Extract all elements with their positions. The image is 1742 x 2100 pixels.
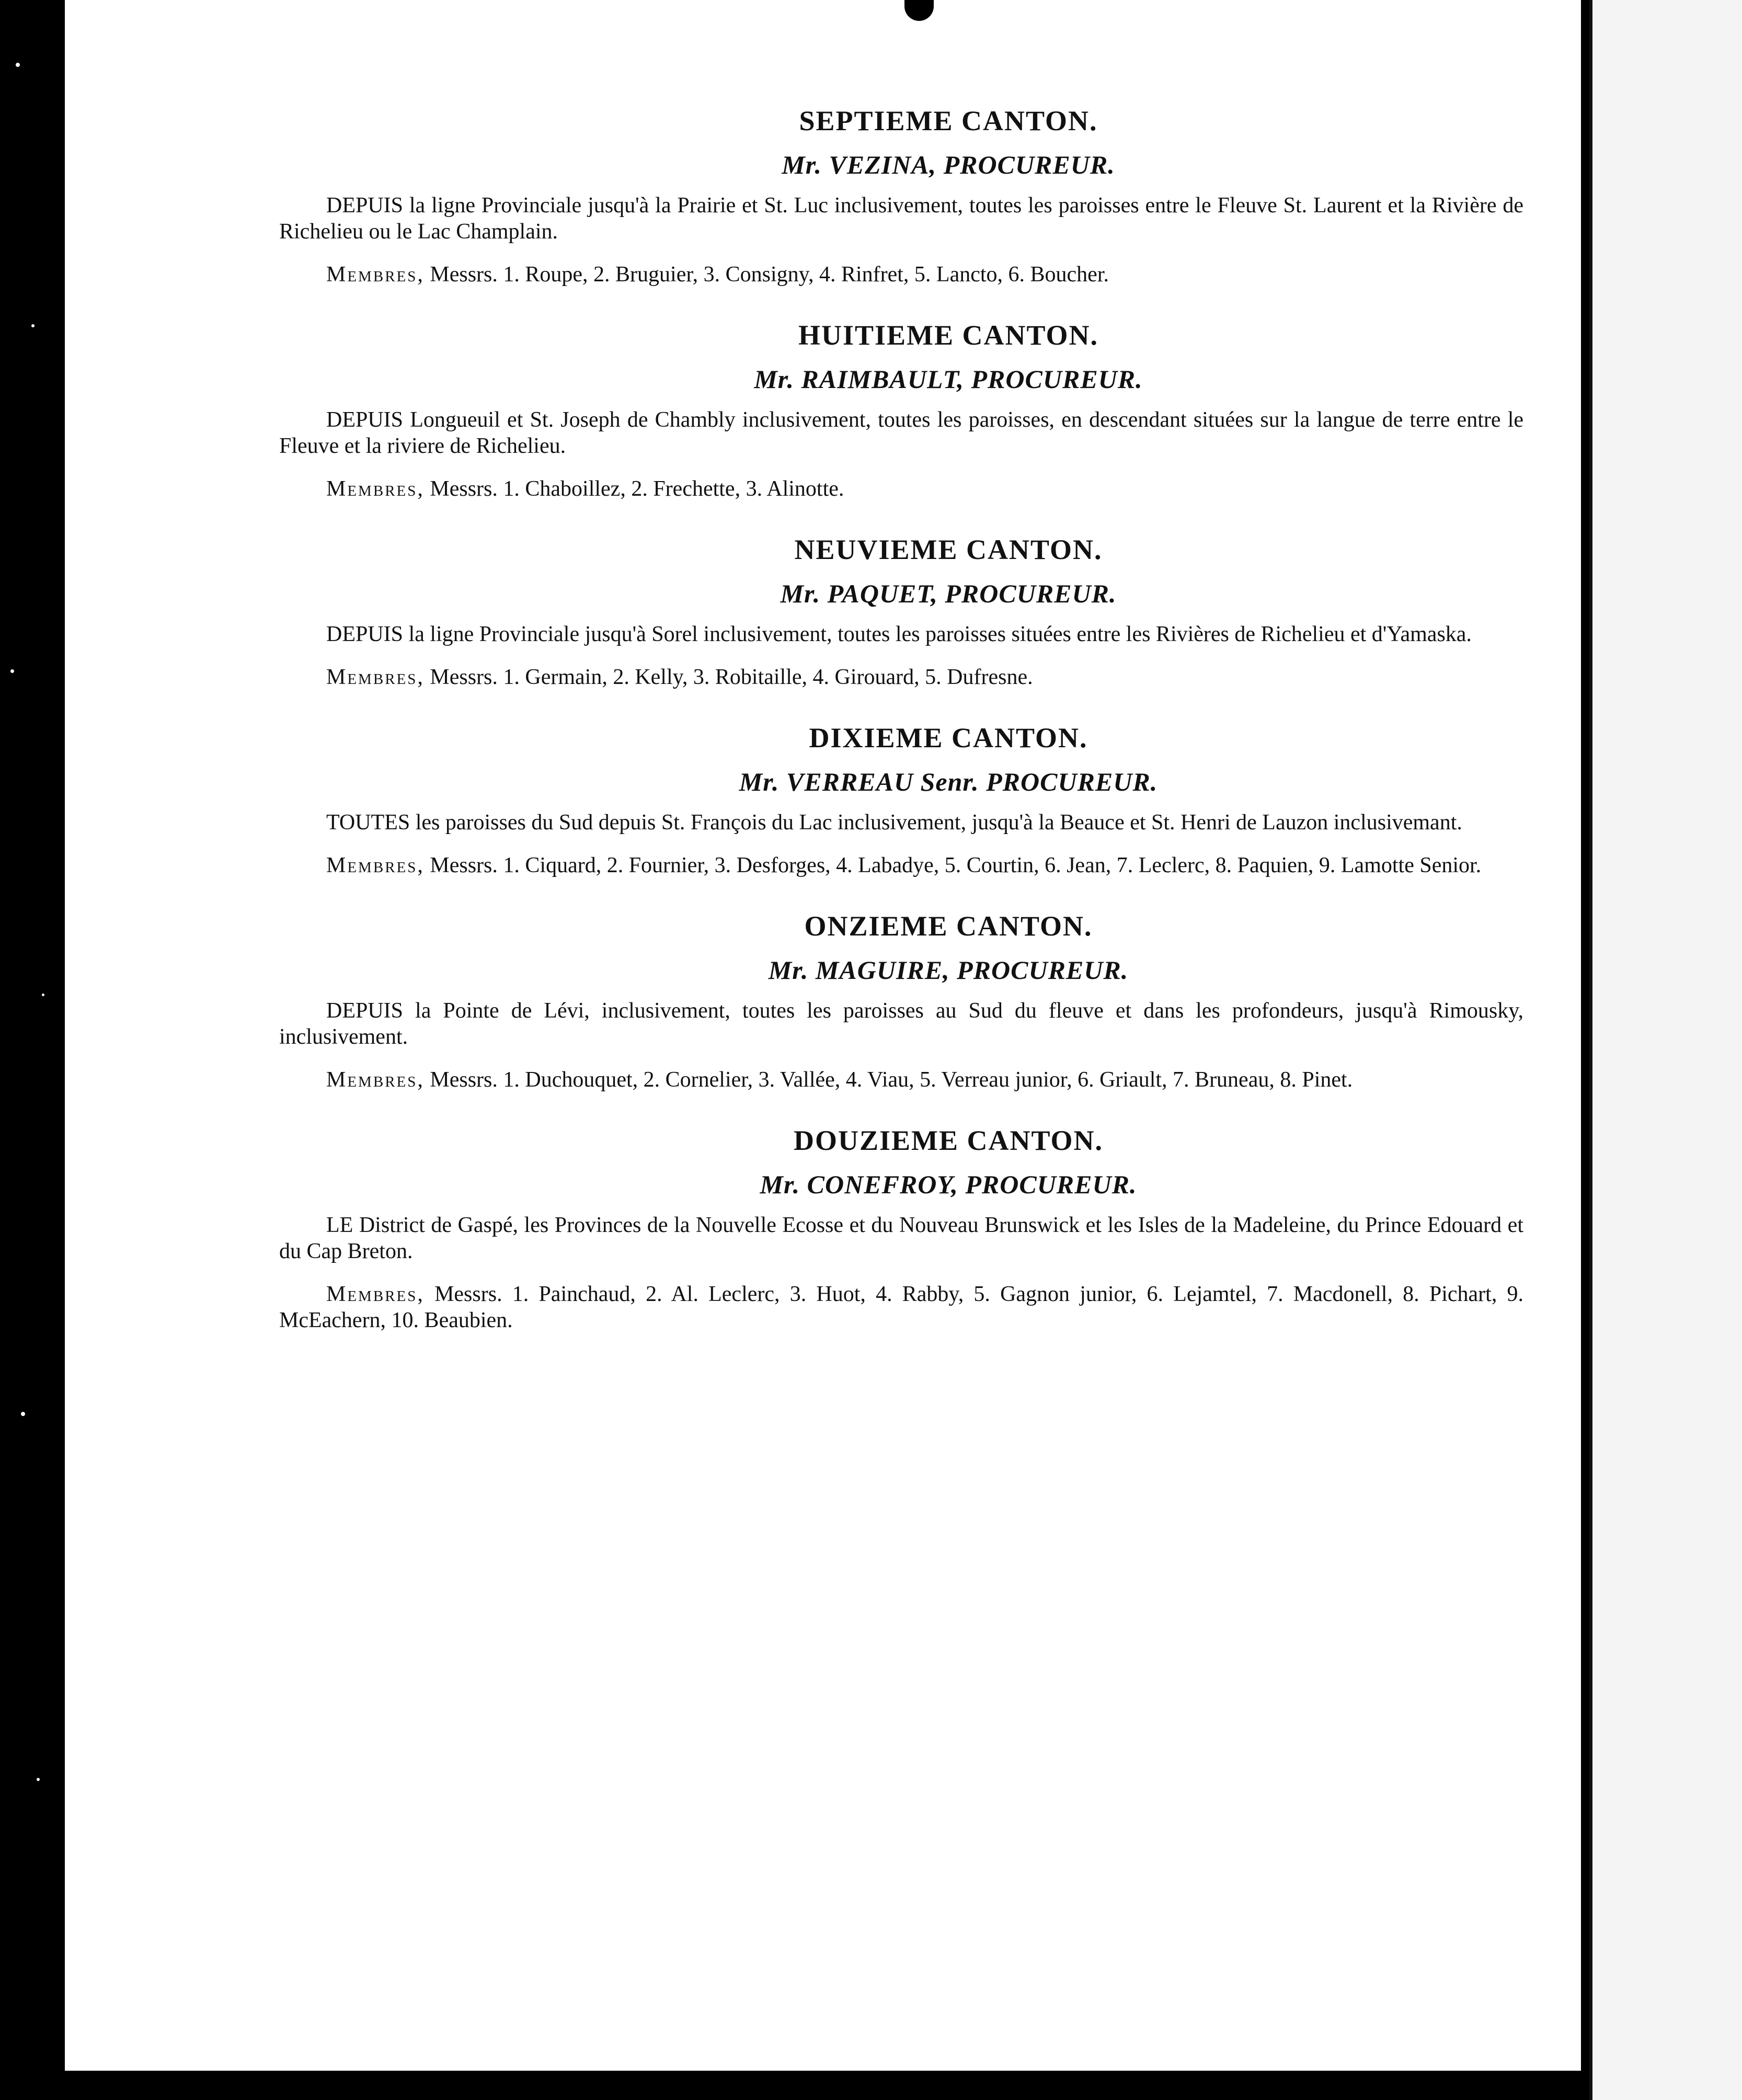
canton-members-line [279, 1281, 1523, 1333]
canton-territory: DEPUIS Longueuil et St. Joseph de Chambly inclusivement, toutes les paroisses, en descendant situées sur la langue de terre entre le Fleuve et la riviere de Richelieu. [279, 408, 1523, 458]
canton-11 [279, 910, 1523, 1093]
canton-procureur: Mr. VEZINA, PROCUREUR. [782, 150, 1115, 179]
members-label: Membres, [326, 1282, 425, 1306]
canton-title: DOUZIEME CANTON. [793, 1125, 1104, 1156]
canton-territory: DEPUIS la ligne Provinciale jusqu'à la Prairie et St. Luc inclusivement, toutes les paroisses entre le Fleuve St. Laurent et la Rivière de Richelieu ou le Lac Champlain. [279, 193, 1523, 244]
canton-procureur: Mr. VERREAU Senr. PROCUREUR. [739, 767, 1158, 796]
canton-9 [279, 533, 1523, 690]
canton-members-line [279, 476, 1523, 502]
canton-8 [279, 319, 1523, 502]
scan-speck [16, 63, 20, 67]
canton-7 [279, 105, 1523, 288]
canton-10 [279, 722, 1523, 878]
canton-title: SEPTIEME CANTON. [799, 105, 1098, 136]
members-list: Messrs. 1. Roupe, 2. Bruguier, 3. Consigny, 4. Rinfret, 5. Lancto, 6. Boucher. [430, 262, 1109, 287]
canton-territory: TOUTES les paroisses du Sud depuis St. François du Lac inclusivement, jusqu'à la Beauce et St. Henri de Lauzon inclusivemant. [326, 811, 1462, 835]
canton-procureur: Mr. MAGUIRE, PROCUREUR. [768, 955, 1129, 985]
scan-speck [31, 324, 35, 327]
adjacent-page-edge [1589, 0, 1742, 2100]
canton-members-line [279, 852, 1523, 878]
members-label: Membres, [326, 665, 425, 689]
members-list: Messrs. 1. Chaboillez, 2. Frechette, 3. Alinotte. [430, 477, 844, 501]
members-list: Messrs. 1. Germain, 2. Kelly, 3. Robitaille, 4. Girouard, 5. Dufresne. [430, 665, 1033, 689]
members-label: Membres, [326, 853, 425, 877]
canton-members-line [279, 1067, 1523, 1093]
canton-title: HUITIEME CANTON. [798, 319, 1099, 351]
members-list: Messrs. 1. Duchouquet, 2. Cornelier, 3. Vallée, 4. Viau, 5. Verreau junior, 6. Griault, 7. Bruneau, 8. Pinet. [430, 1068, 1353, 1092]
members-label: Membres, [326, 1068, 425, 1092]
canton-title: ONZIEME CANTON. [804, 910, 1093, 942]
members-label: Membres, [326, 477, 425, 501]
canton-territory: LE District de Gaspé, les Provinces de la Nouvelle Ecosse et du Nouveau Brunswick et les Isles de la Madeleine, du Prince Edouard et du Cap Breton. [279, 1213, 1523, 1263]
canton-title: NEUVIEME CANTON. [794, 534, 1103, 565]
canton-members-line [279, 261, 1523, 288]
document-page [65, 0, 1581, 2071]
scan-speck [37, 1778, 40, 1781]
canton-territory: DEPUIS la ligne Provinciale jusqu'à Sorel inclusivement, toutes les paroisses situées entre les Rivières de Richelieu et d'Yamaska. [326, 622, 1472, 646]
scan-speck [21, 1412, 25, 1416]
canton-procureur: Mr. PAQUET, PROCUREUR. [780, 579, 1117, 608]
canton-members-line [279, 664, 1523, 690]
members-list: Messrs. 1. Ciquard, 2. Fournier, 3. Desforges, 4. Labadye, 5. Courtin, 6. Jean, 7. Leclerc, 8. Paquien, 9. Lamotte Senior. [430, 853, 1482, 877]
scan-speck [42, 994, 44, 996]
canton-procureur: Mr. CONEFROY, PROCUREUR. [760, 1170, 1137, 1199]
canton-12 [279, 1124, 1523, 1333]
members-list: Messrs. 1. Painchaud, 2. Al. Leclerc, 3. Huot, 4. Rabby, 5. Gagnon junior, 6. Lejamtel, 7. Macdonell, 8. Pichart, 9. McEachern, 10. Beaubien. [279, 1282, 1524, 1332]
document-content [279, 105, 1523, 1365]
canton-title: DIXIEME CANTON. [809, 722, 1088, 754]
canton-territory: DEPUIS la Pointe de Lévi, inclusivement, toutes les paroisses au Sud du fleuve et dans les profondeurs, jusqu'à Rimousky, inclusivement. [279, 999, 1523, 1049]
members-label: Membres, [326, 262, 425, 287]
scan-speck [10, 669, 14, 673]
canton-procureur: Mr. RAIMBAULT, PROCUREUR. [754, 364, 1143, 394]
